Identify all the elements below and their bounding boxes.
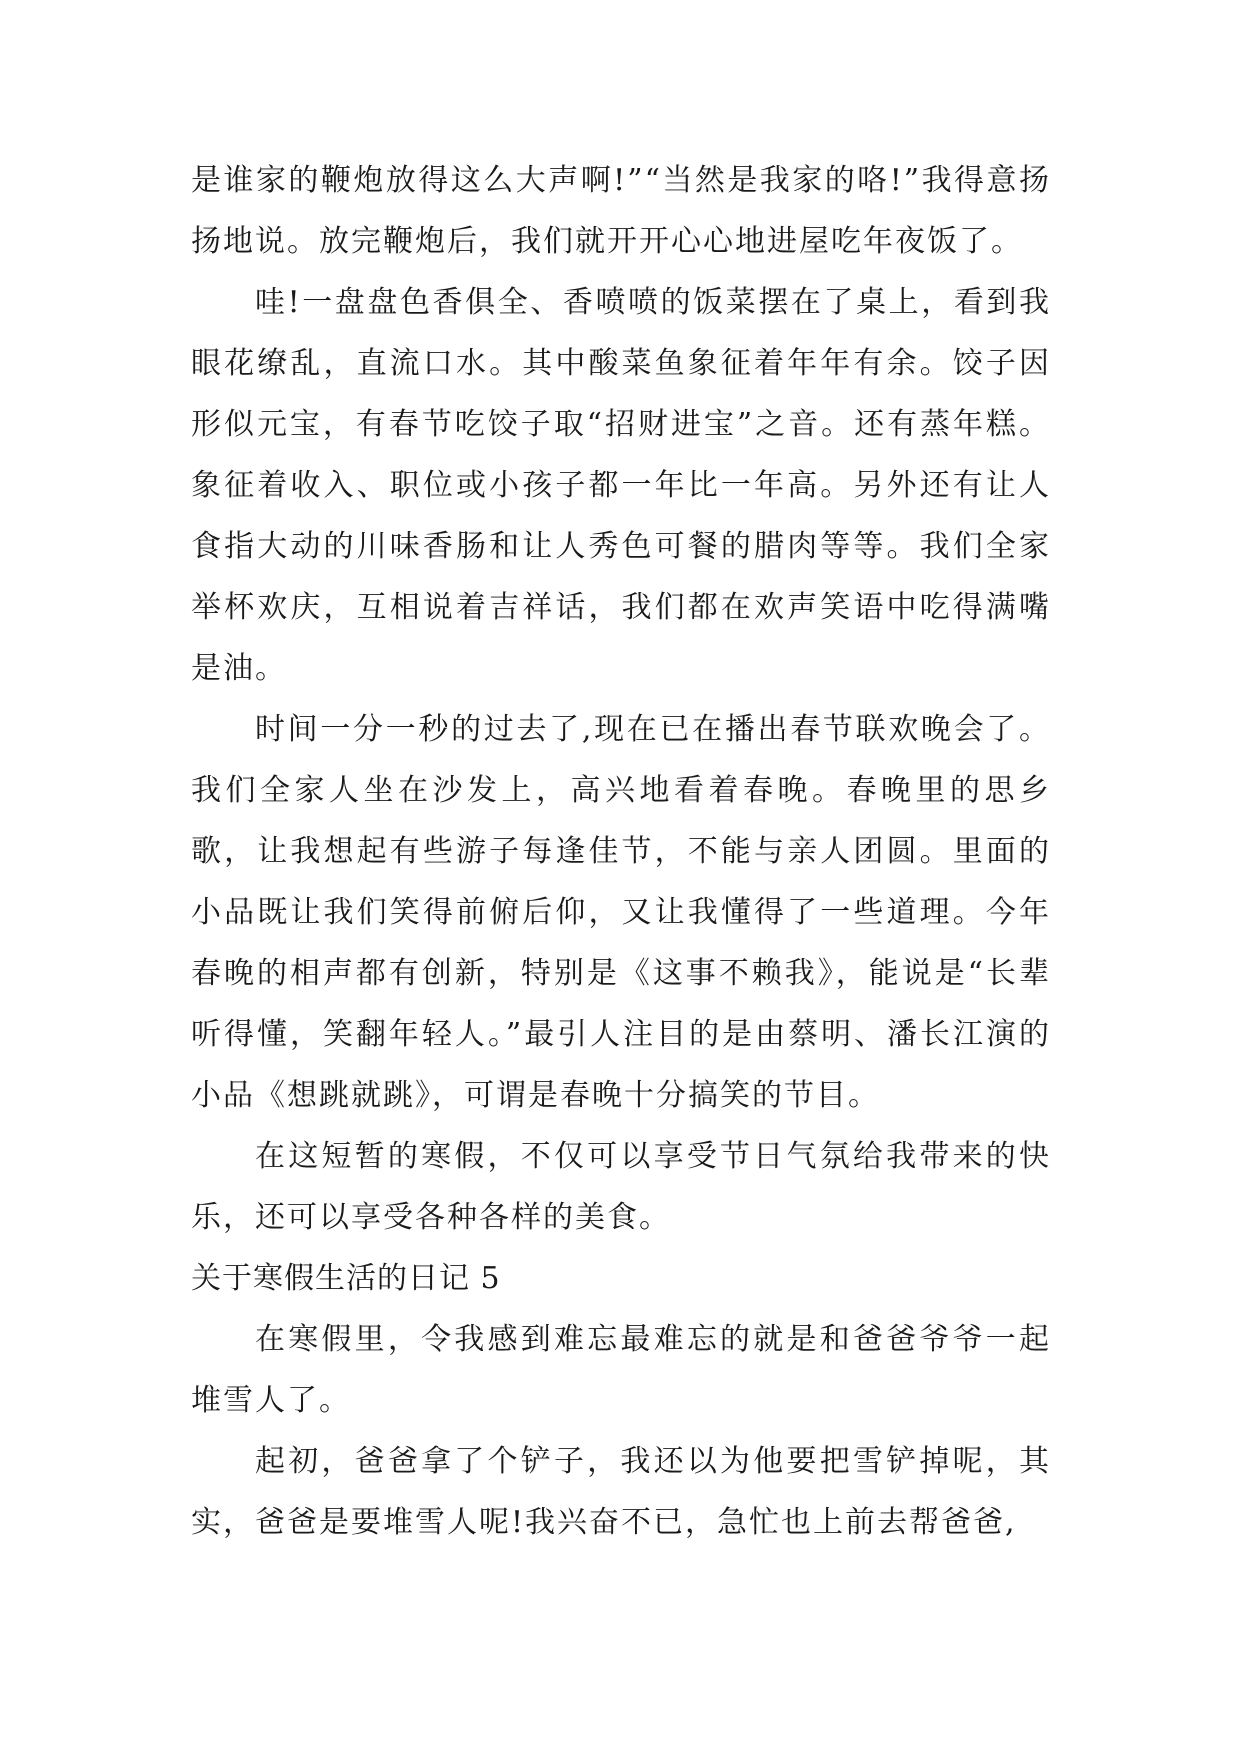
- paragraph-snowman-intro: 在寒假里，令我感到难忘最难忘的就是和爸爸爷爷一起堆雪人了。: [191, 1322, 1051, 1418]
- paragraph-new-year-dinner: 哇!一盘盘色香俱全、香喷喷的饭菜摆在了桌上，看到我眼花缭乱，直流口水。其中酸菜鱼象征着年年有余。饺子因形似元宝，有春节吃饺子取“招财进宝”之音。还有蒸年糕。象征着收入、职位或小孩子都一年比一年高。另外还有让人食指大动的川味香肠和让人秀色可餐的腊肉等等。我们全家举杯欢庆，互相说着吉祥话，我们都在欢声笑语中吃得满嘴是油。: [191, 285, 1051, 686]
- paragraph-spring-festival-gala: 时间一分一秒的过去了,现在已在播出春节联欢晚会了。我们全家人坐在沙发上，高兴地看着春晚。春晚里的思乡歌，让我想起有些游子每逢佳节，不能与亲人团圆。里面的小品既让我们笑得前俯后仰，又让我懂得了一些道理。今年春晚的相声都有创新，特别是《这事不赖我》，能说是“长辈听得懂，笑翻年轻人。”最引人注目的是由蔡明、潘长江演的小品《想跳就跳》，可谓是春晚十分搞笑的节目。: [191, 712, 1051, 1113]
- section-heading: 关于寒假生活的日记 5: [191, 1261, 501, 1296]
- paragraph-snowman-shovel: 起初，爸爸拿了个铲子，我还以为他要把雪铲掉呢，其实，爸爸是要堆雪人呢!我兴奋不已，急忙也上前去帮爸爸,: [191, 1444, 1051, 1540]
- paragraph-firecrackers: 是谁家的鞭炮放得这么大声啊!”“当然是我家的咯!”我得意扬扬地说。放完鞭炮后，我们就开开心心地进屋吃年夜饭了。: [191, 163, 1051, 259]
- document-body: [191, 150, 1051, 1553]
- paragraph-winter-break-summary: 在这短暂的寒假，不仅可以享受节日气氛给我带来的快乐，还可以享受各种各样的美食。: [191, 1139, 1051, 1235]
